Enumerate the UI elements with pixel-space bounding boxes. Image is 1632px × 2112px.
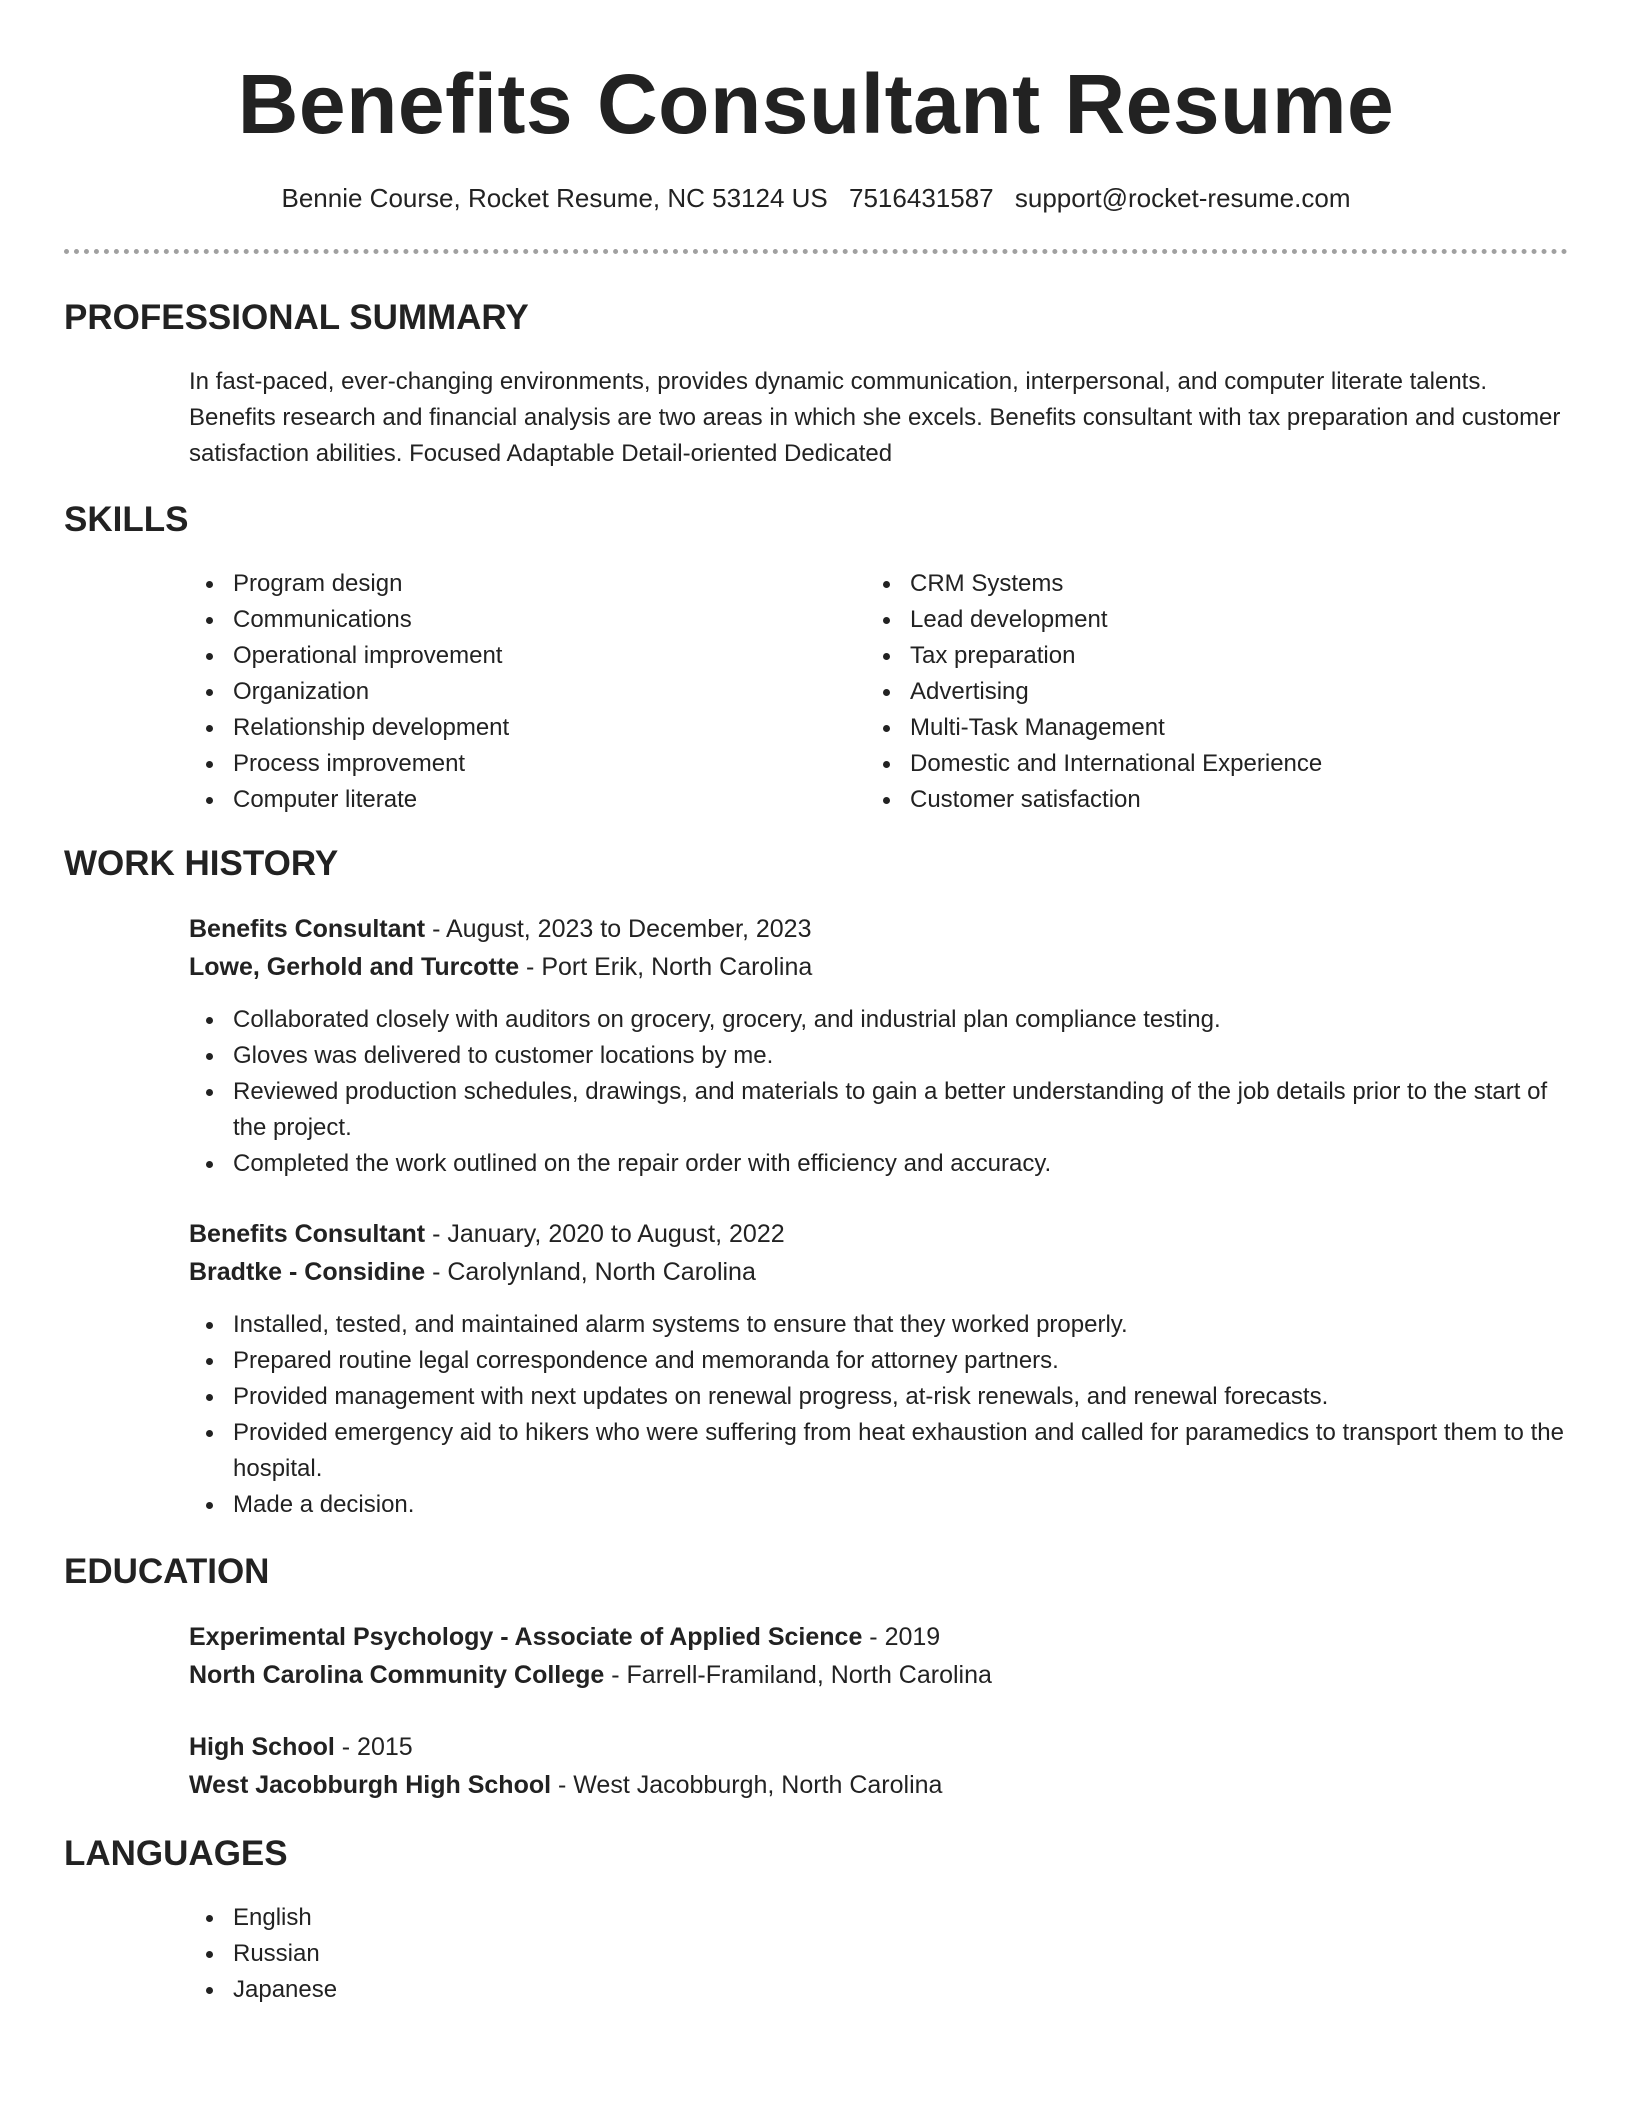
- skill-item: Domestic and International Experience: [866, 746, 1506, 782]
- job-dates: - August, 2023 to December, 2023: [425, 915, 812, 943]
- job-title-line: [189, 1215, 785, 1253]
- job-bullet: Collaborated closely with auditors on grocery, grocery, and industrial plan compliance testing.: [189, 1002, 1569, 1038]
- languages-heading: LANGUAGES: [64, 1834, 288, 1873]
- job-bullet: Made a decision.: [189, 1487, 1569, 1523]
- education-school: West Jacobburgh High School: [189, 1771, 552, 1799]
- skill-item: Tax preparation: [866, 638, 1506, 674]
- education-school: North Carolina Community College: [189, 1661, 605, 1689]
- job-bullet: Provided emergency aid to hikers who were suffering from heat exhaustion and called for paramedics to transport them to the hospital.: [189, 1415, 1569, 1487]
- job-title-line: [189, 910, 812, 948]
- skill-item: Multi-Task Management: [866, 710, 1506, 746]
- job-bullet: Provided management with next updates on renewal progress, at-risk renewals, and renewal forecasts.: [189, 1379, 1569, 1415]
- summary-heading: PROFESSIONAL SUMMARY: [64, 298, 529, 337]
- job-title: Benefits Consultant: [189, 1220, 426, 1248]
- contact-email: support@rocket-resume.com: [1014, 183, 1351, 213]
- skill-item: Process improvement: [189, 746, 829, 782]
- skill-item: Customer satisfaction: [866, 782, 1506, 818]
- work-heading: WORK HISTORY: [64, 844, 339, 883]
- education-year: - 2019: [862, 1623, 941, 1651]
- job-bullets: [189, 1307, 1569, 1523]
- job-company-line: [189, 1253, 756, 1291]
- job-company: Lowe, Gerhold and Turcotte: [189, 953, 520, 981]
- job-title: Benefits Consultant: [189, 915, 426, 943]
- education-location: - Farrell-Framiland, North Carolina: [604, 1661, 992, 1689]
- contact-line: [0, 180, 1632, 216]
- education-degree-line: [189, 1618, 940, 1656]
- language-item: Russian: [189, 1936, 1569, 1972]
- education-degree-line: [189, 1728, 413, 1766]
- education-heading: EDUCATION: [64, 1552, 270, 1591]
- education-degree: Experimental Psychology - Associate of Applied Science: [189, 1623, 863, 1651]
- education-location: - West Jacobburgh, North Carolina: [551, 1771, 943, 1799]
- skill-item: CRM Systems: [866, 566, 1506, 602]
- skill-item: Relationship development: [189, 710, 829, 746]
- resume-title: Benefits Consultant Resume: [237, 57, 1395, 151]
- job-location: - Port Erik, North Carolina: [519, 953, 813, 981]
- job-bullets: [189, 1002, 1569, 1182]
- contact-phone: 7516431587: [849, 183, 994, 213]
- skill-item: Program design: [189, 566, 829, 602]
- job-company: Bradtke - Considine: [189, 1258, 426, 1286]
- skills-list-left: [189, 566, 829, 818]
- job-bullet: Gloves was delivered to customer locations by me.: [189, 1038, 1569, 1074]
- education-school-line: [189, 1766, 942, 1804]
- job-company-line: [189, 948, 812, 986]
- job-bullet: Installed, tested, and maintained alarm systems to ensure that they worked properly.: [189, 1307, 1569, 1343]
- contact-address: Bennie Course, Rocket Resume, NC 53124 US: [281, 183, 828, 213]
- skills-heading: SKILLS: [64, 500, 189, 539]
- job-bullet: Reviewed production schedules, drawings, and materials to gain a better understanding of the job details prior to the start of the project.: [189, 1074, 1569, 1146]
- skills-list-right: [866, 566, 1506, 818]
- skill-item: Organization: [189, 674, 829, 710]
- job-bullet: Prepared routine legal correspondence and memoranda for attorney partners.: [189, 1343, 1569, 1379]
- header-divider: [64, 249, 1568, 254]
- skill-item: Advertising: [866, 674, 1506, 710]
- skill-item: Communications: [189, 602, 829, 638]
- job-location: - Carolynland, North Carolina: [425, 1258, 756, 1286]
- skill-item: Operational improvement: [189, 638, 829, 674]
- job-dates: - January, 2020 to August, 2022: [425, 1220, 785, 1248]
- job-bullet: Completed the work outlined on the repair order with efficiency and accuracy.: [189, 1146, 1569, 1182]
- skill-item: Lead development: [866, 602, 1506, 638]
- languages-list: [189, 1900, 1569, 2008]
- skill-item: Computer literate: [189, 782, 829, 818]
- education-year: - 2015: [334, 1733, 413, 1761]
- language-item: English: [189, 1900, 1569, 1936]
- summary-text: In fast-paced, ever-changing environments, provides dynamic communication, interpersonal, and computer literate talents. Benefits research and financial analysis are two areas in which she excels. Benefits consultant with tax preparation and customer satisfaction abilities. Focused Adaptable Detail-oriented Dedicated: [189, 368, 1561, 467]
- language-item: Japanese: [189, 1972, 1569, 2008]
- education-school-line: [189, 1656, 992, 1694]
- education-degree: High School: [189, 1733, 335, 1761]
